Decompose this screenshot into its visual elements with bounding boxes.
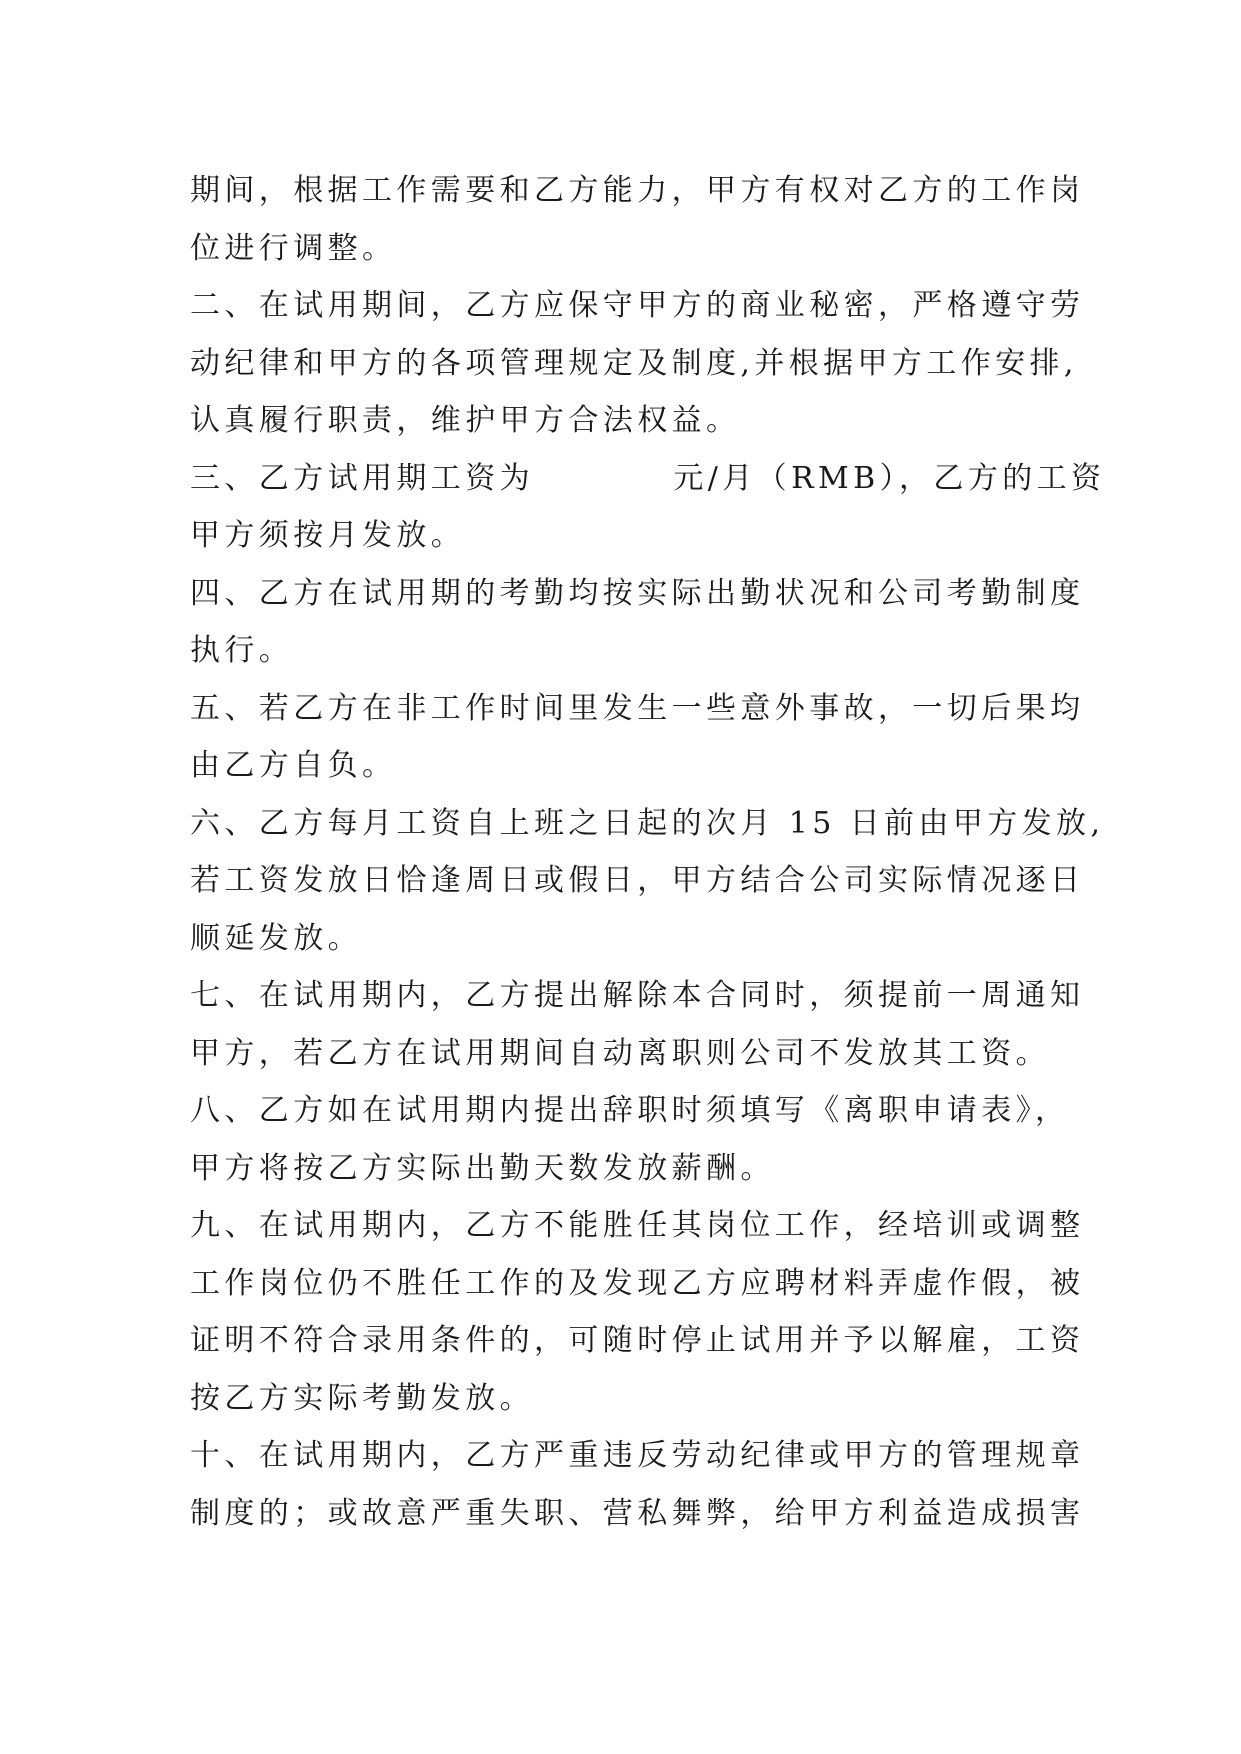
text-line: 九、在试用期内，乙方不能胜任其岗位工作，经培训或调整: [190, 1208, 1085, 1243]
text-line: 执行。: [190, 633, 294, 668]
text-line: 工作岗位仍不胜任工作的及发现乙方应聘材料弄虚作假，被: [190, 1265, 1085, 1301]
text-line: 认真履行职责，维护甲方合法权益。: [190, 403, 741, 438]
text-line: 若工资发放日恰逢周日或假日，甲方结合公司实际情况逐日: [190, 863, 1085, 898]
text-line: 甲方将按乙方实际出勤天数发放薪酬。: [190, 1150, 775, 1186]
text-line: 十、在试用期内，乙方严重违反劳动纪律或甲方的管理规章: [190, 1438, 1085, 1473]
text-line: 甲方须按月发放。: [190, 518, 466, 553]
text-line: 动纪律和甲方的各项管理规定及制度,并根据甲方工作安排,: [190, 345, 1078, 381]
text-line: 制度的；或故意严重失职、营私舞弊，给甲方利益造成损害: [190, 1495, 1085, 1531]
text-line: 按乙方实际考勤发放。: [190, 1380, 534, 1416]
text-line: 位进行调整。: [190, 230, 397, 266]
text-line: 四、乙方在试用期的考勤均按实际出勤状况和公司考勤制度: [190, 575, 1085, 611]
text-line: 七、在试用期内，乙方提出解除本合同时，须提前一周通知: [190, 978, 1085, 1013]
text-line: 顺延发放。: [190, 920, 362, 956]
text-line: 三、乙方试用期工资为 元/月（RMB），乙方的工资: [190, 460, 1106, 496]
text-line: 证明不符合录用条件的，可随时停止试用并予以解雇，工资: [190, 1323, 1085, 1358]
text-line: 五、若乙方在非工作时间里发生一些意外事故，一切后果均: [190, 690, 1085, 726]
text-line: 六、乙方每月工资自上班之日起的次月 15 日前由甲方发放,: [190, 805, 1105, 841]
text-line: 二、在试用期间，乙方应保守甲方的商业秘密，严格遵守劳: [190, 288, 1085, 323]
text-line: 由乙方自负。: [190, 748, 397, 783]
document-body: [190, 162, 1106, 1542]
text-line: 甲方，若乙方在试用期间自动离职则公司不发放其工资。: [190, 1035, 1050, 1071]
text-line: 期间，根据工作需要和乙方能力，甲方有权对乙方的工作岗: [190, 173, 1085, 208]
text-line: 八、乙方如在试用期内提出辞职时须填写《离职申请表》，: [190, 1093, 1070, 1128]
